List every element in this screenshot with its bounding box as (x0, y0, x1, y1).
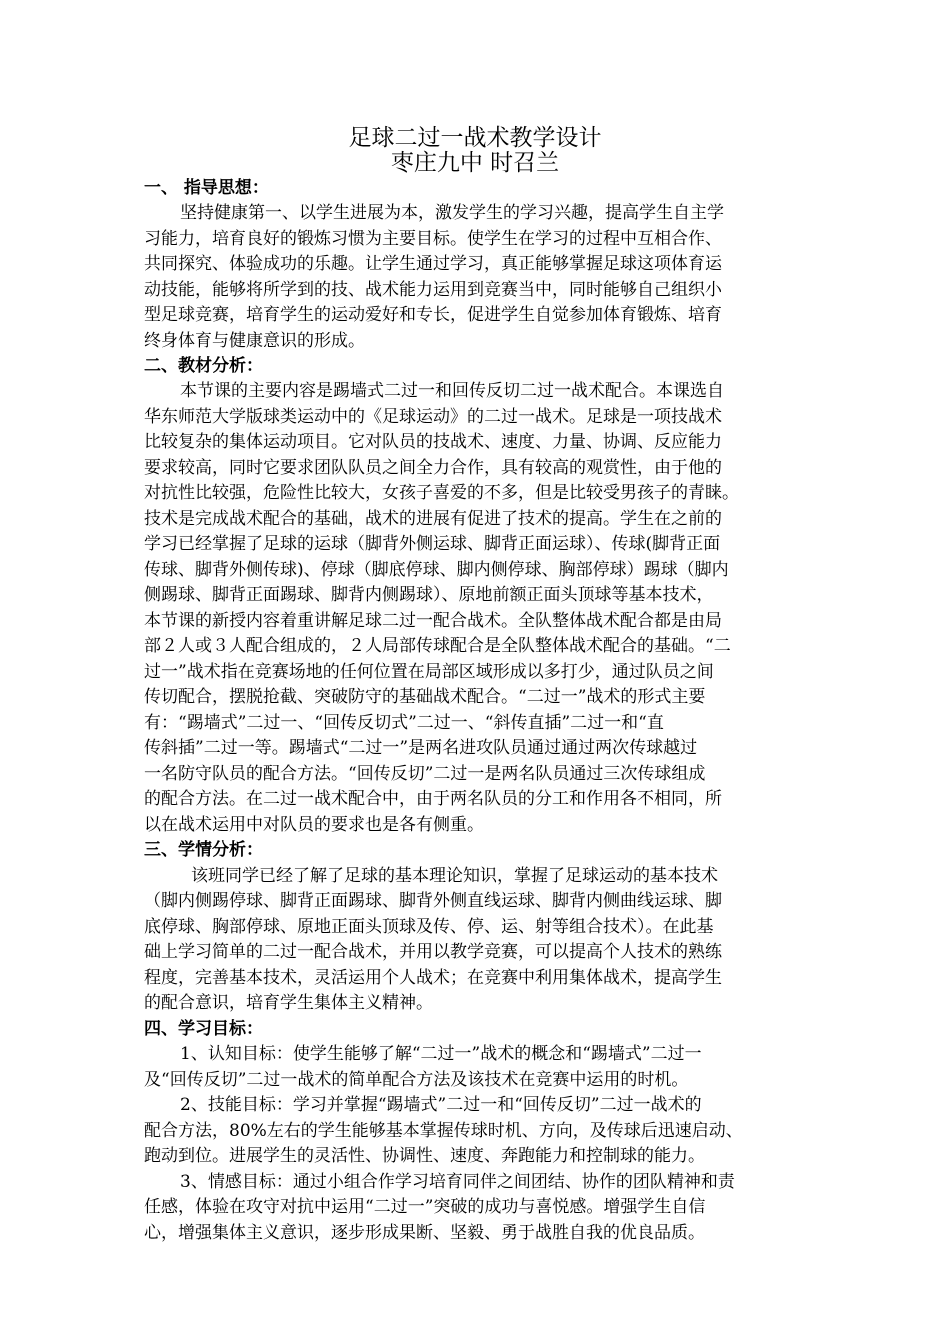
paragraph-line: 比较复杂的集体运动项目。它对队员的技战术、速度、力量、协调、反应能力 (144, 432, 722, 452)
paragraph-line: 跑动到位。进展学生的灵活性、协调性、速度、奔跑能力和控制球的能力。 (144, 1146, 705, 1166)
section-heading-learning-goals: 四、学习目标： (144, 1019, 263, 1039)
paragraph-line: 程度，完善基本技术，灵活运用个人战术；在竞赛中利用集体战术，提高学生 (144, 968, 722, 988)
section-heading-material-analysis: 二、教材分析： (144, 356, 263, 376)
paragraph-line: 有：“踢墙式”二过一、“回传反切式”二过一、“斜传直插”二过一和“直 (144, 713, 664, 733)
paragraph-line: 坚持健康第一、以学生进展为本，激发学生的学习兴趣，提高学生自主学 (180, 203, 724, 223)
paragraph-line: 的配合方法。在二过一战术配合中，由于两名队员的分工和作用各不相同，所 (144, 789, 722, 809)
paragraph-line: 本节课的主要内容是踢墙式二过一和回传反切二过一战术配合。本课选自 (180, 381, 724, 401)
goal-affective-line: 3、情感目标：通过小组合作学习培育同伴之间团结、协作的团队精神和责 (180, 1172, 735, 1192)
paragraph-line: 础上学习简单的二过一配合战术，并用以教学竞赛，可以提高个人技术的熟练 (144, 942, 722, 962)
paragraph-line: 及“回传反切”二过一战术的简单配合方法及该技术在竞赛中运用的时机。 (144, 1070, 689, 1090)
paragraph-line: 技术是完成战术配合的基础，战术的进展有促进了技术的提高。学生在之前的 (144, 509, 722, 529)
paragraph-line: 传切配合，摆脱抢截、突破防守的基础战术配合。“二过一”战术的形式主要 (144, 687, 706, 707)
paragraph-line: 过一”战术指在竞赛场地的任何位置在局部区域形成以多打少，通过队员之间 (144, 662, 714, 682)
paragraph-line: 传斜插”二过一等。踢墙式“二过一”是两名进攻队员通过通过两次传球越过 (144, 738, 698, 758)
paragraph-line: 底停球、胸部停球、原地正面头顶球及传、停、运、射等组合技术）。在此基 (144, 917, 714, 937)
paragraph-line: 终身体育与健康意识的形成。 (144, 331, 365, 351)
paragraph-line: 心，增强集体主义意识，逐步形成果断、坚毅、勇于战胜自我的优良品质。 (144, 1223, 705, 1243)
goal-cognitive-line: 1、认知目标：使学生能够了解“二过一”战术的概念和“踢墙式”二过一 (180, 1044, 702, 1064)
paragraph-line: 本节课的新授内容着重讲解足球二过一配合战术。全队整体战术配合都是由局 (144, 611, 722, 631)
paragraph-line: 以在战术运用中对队员的要求也是各有侧重。 (144, 815, 484, 835)
paragraph-line: 要求较高，同时它要求团队队员之间全力合作，具有较高的观赏性，由于他的 (144, 458, 722, 478)
section-heading-guiding-ideology: 一、 指导思想： (144, 178, 269, 198)
paragraph-line: 对抗性比较强，危险性比较大，女孩子喜爱的不多，但是比较受男孩子的青睐。 (144, 483, 739, 503)
paragraph-line: 一名防守队员的配合方法。“回传反切”二过一是两名队员通过三次传球组成 (144, 764, 706, 784)
paragraph-line: 部２人或３人配合组成的，２人局部传球配合是全队整体战术配合的基础。“二 (144, 636, 731, 656)
paragraph-line: 华东师范大学版球类运动中的《足球运动》的二过一战术。足球是一项技战术 (144, 407, 722, 427)
document-title: 足球二过一战术教学设计 (348, 125, 602, 151)
paragraph-line: 传球、脚背外侧传球)、停球（脚底停球、脚内侧停球、胸部停球）踢球（脚内 (144, 560, 729, 580)
section-heading-learner-analysis: 三、学情分析： (144, 840, 263, 860)
paragraph-line: 配合方法，80%左右的学生能够基本掌握传球时机、方向，及传球后迅速启动、 (144, 1121, 743, 1141)
paragraph-line: （脚内侧踢停球、脚背正面踢球、脚背外侧直线运球、脚背内侧曲线运球、脚 (144, 891, 722, 911)
paragraph-line: 的配合意识，培育学生集体主义精神。 (144, 993, 433, 1013)
paragraph-line: 学习已经掌握了足球的运球（脚背外侧运球、脚背正面运球）、传球(脚背正面 (144, 534, 721, 554)
paragraph-line: 型足球竞赛，培育学生的运动爱好和专长，促进学生自觉参加体育锻炼、培育 (144, 305, 722, 325)
paragraph-line: 该班同学已经了解了足球的基本理论知识，掌握了足球运动的基本技术 (191, 866, 718, 886)
paragraph-line: 动技能，能够将所学到的技、战术能力运用到竞赛当中，同时能够自己组织小 (144, 280, 722, 300)
paragraph-line: 共同探究、体验成功的乐趣。让学生通过学习，真正能够掌握足球这项体育运 (144, 254, 722, 274)
paragraph-line: 侧踢球、脚背正面踢球、脚背内侧踢球）、原地前额正面头顶球等基本技术， (144, 585, 714, 605)
goal-skill-line: 2、技能目标：学习并掌握“踢墙式”二过一和“回传反切”二过一战术的 (180, 1095, 702, 1115)
document-author: 枣庄九中 时召兰 (390, 150, 560, 176)
paragraph-line: 任感，体验在攻守对抗中运用“二过一”突破的成功与喜悦感。增强学生自信 (144, 1197, 706, 1217)
paragraph-line: 习能力，培育良好的锻炼习惯为主要目标。使学生在学习的过程中互相合作、 (144, 229, 722, 249)
